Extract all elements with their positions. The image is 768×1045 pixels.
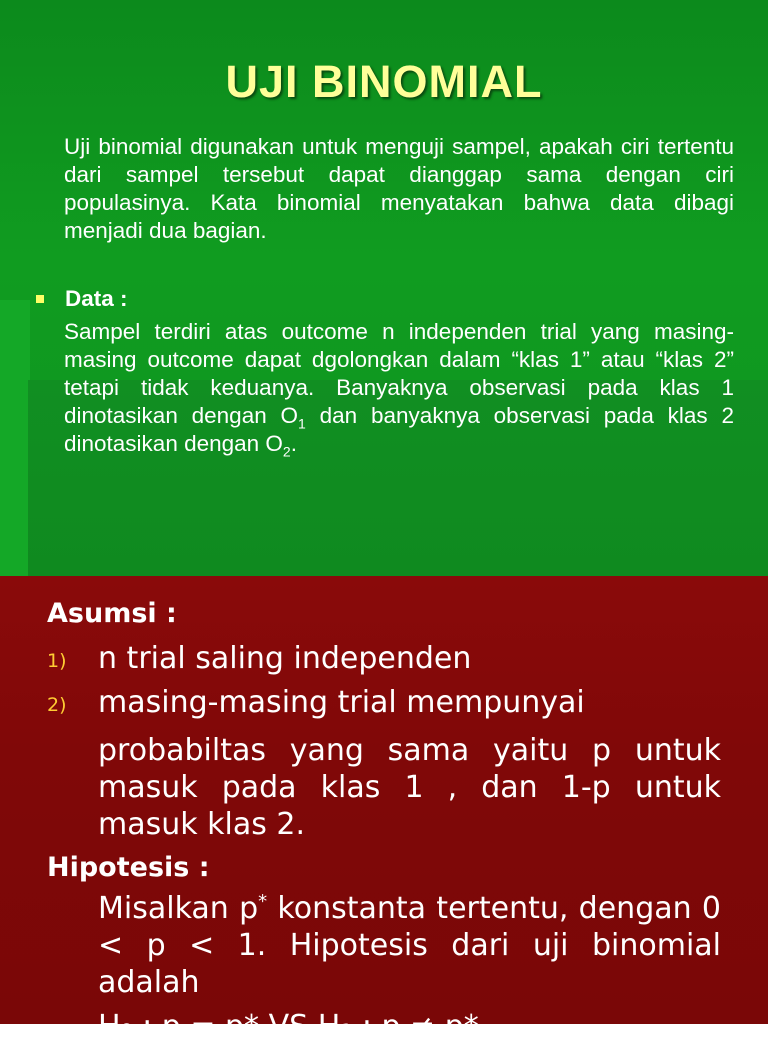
subscript: 1	[298, 415, 306, 432]
decorative-band	[0, 300, 30, 576]
list-item-continuation: probabiltas yang sama yaitu p untuk masuk pada klas 1 , dan 1-p untuk masuk klas 2.	[98, 733, 721, 842]
data-text-part: .	[290, 431, 297, 456]
superscript: *	[258, 891, 268, 912]
data-bullet	[36, 285, 128, 313]
data-text-part: dan banyaknya observasi pada klas 2 dinotasikan dengan O	[64, 403, 734, 456]
hipotesis-text-part: konstanta tertentu, dengan 0 < p < 1. Hipotesis dari uji binomial adalah	[98, 891, 721, 1000]
data-label: Data :	[65, 286, 128, 311]
intro-paragraph: Uji binomial digunakan untuk menguji sampel, apakah ciri tertentu dari sampel tersebut dapat dianggap sama dengan ciri populasinya. Kata binomial menyatakan bahwa data dibagi menjadi dua bagian.	[64, 134, 734, 243]
hypothesis-formula: H₀ : p = p* VS H₁ : p ≠ p*	[98, 1009, 479, 1044]
hipotesis-heading: Hipotesis :	[47, 852, 210, 883]
subscript: 2	[282, 443, 291, 460]
hipotesis-text-part: Misalkan p	[98, 891, 259, 926]
asumsi-heading: Asumsi :	[47, 598, 177, 629]
list-item: masing-masing trial mempunyai	[98, 685, 585, 720]
slide-title: UJI BINOMIAL	[225, 56, 543, 107]
square-bullet-icon	[36, 295, 44, 303]
data-text-part: Sampel terdiri atas outcome n independen trial yang masing-masing outcome dapat dgolongkan dalam “klas 1” atau “klas 2” tetapi tidak keduanya. Banyaknya observasi pada klas 1 dinotasikan dengan O	[64, 319, 734, 428]
list-number: 2)	[47, 694, 67, 716]
list-item: n trial saling independen	[98, 641, 472, 676]
data-paragraph	[64, 318, 734, 458]
slide-asumsi-hipotesis	[0, 576, 768, 1044]
hipotesis-paragraph	[98, 890, 721, 1001]
list-number: 1)	[47, 650, 67, 672]
